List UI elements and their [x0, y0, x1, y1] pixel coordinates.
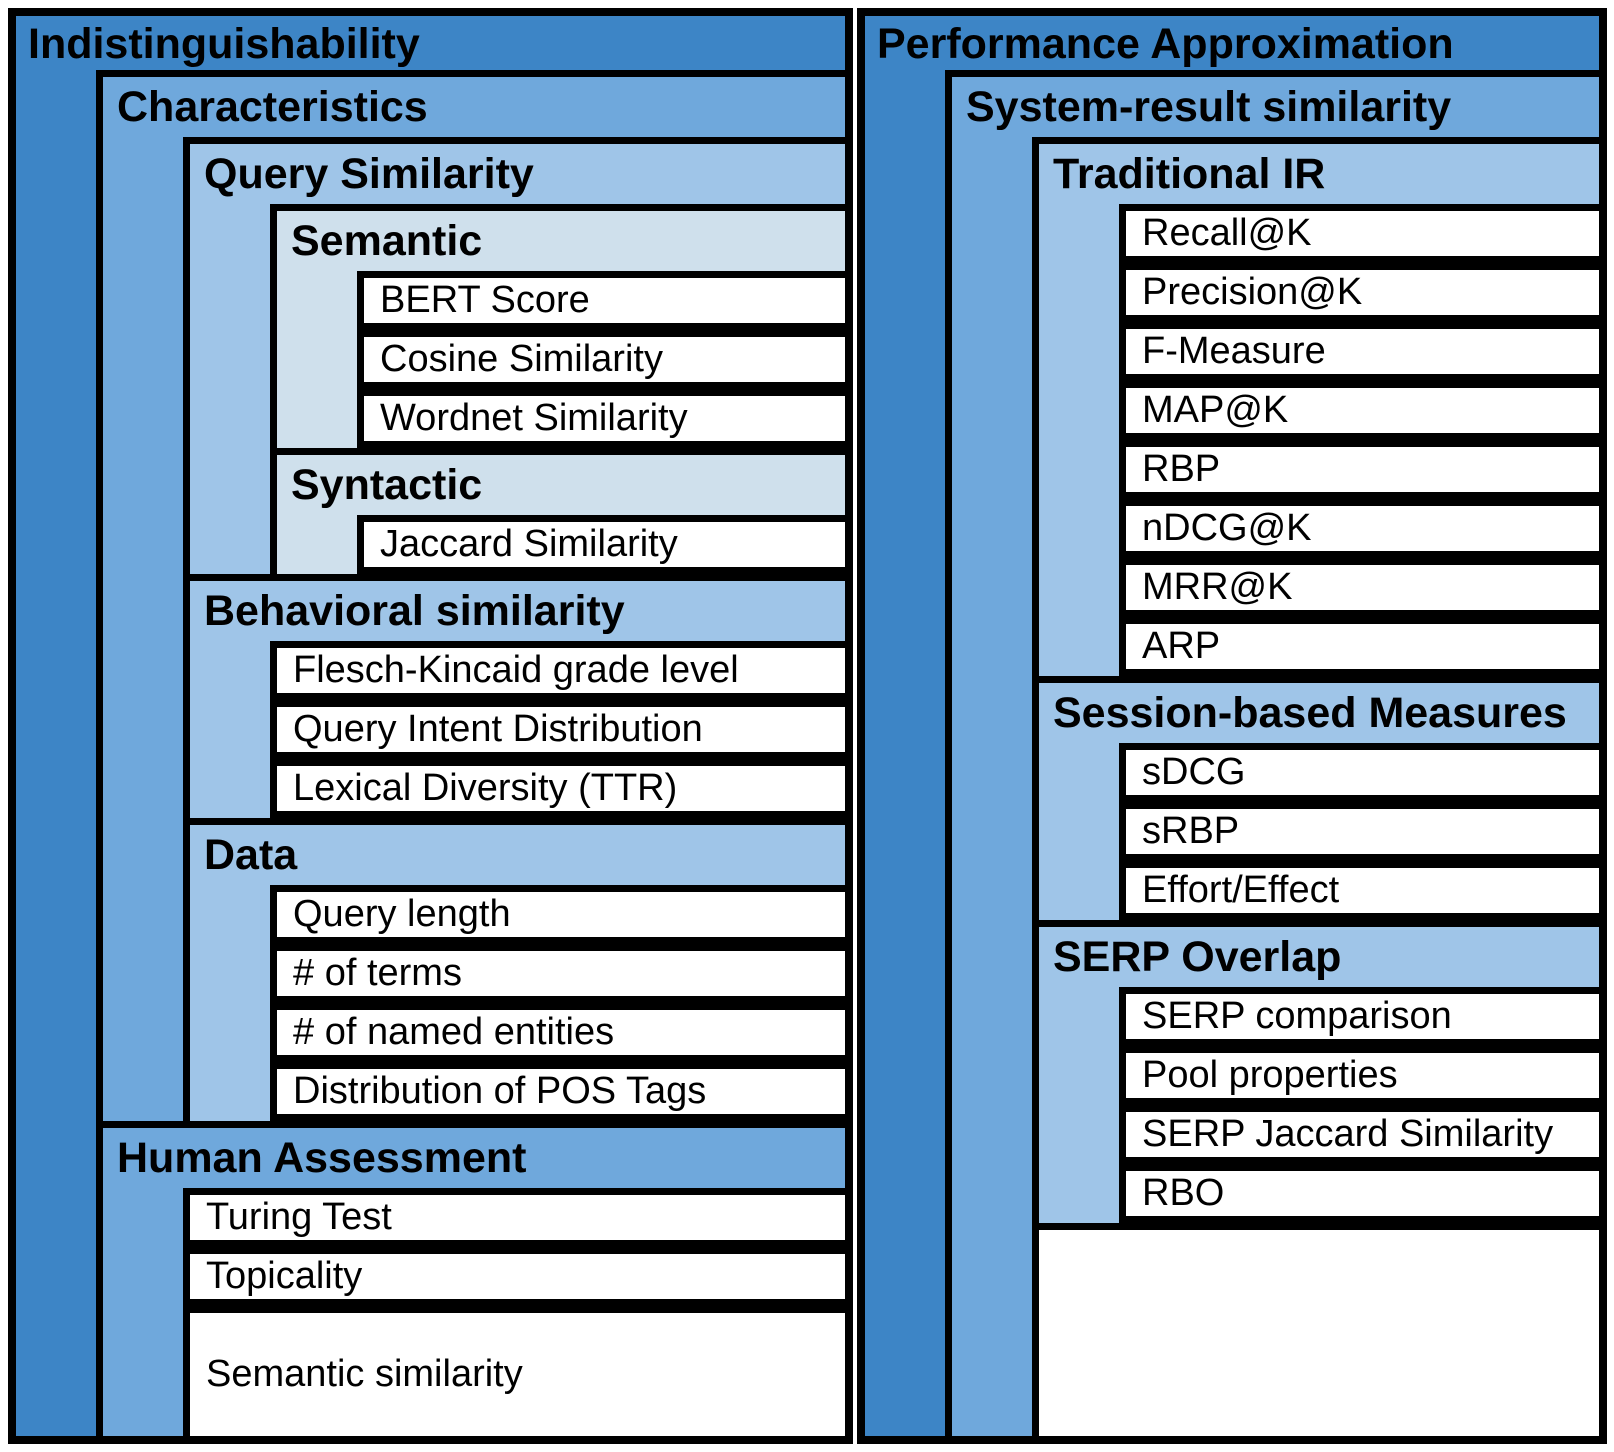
group-title-data: Data [204, 831, 298, 879]
system-result-similarity-group [945, 70, 1599, 1436]
leaf-serp-jaccard-similarity: SERP Jaccard Similarity [1119, 1105, 1599, 1164]
query-similarity-group [183, 137, 845, 574]
group-title-syntactic: Syntactic [291, 461, 483, 509]
data-group [183, 818, 845, 1121]
group-title-human-assessment: Human Assessment [117, 1134, 527, 1182]
leaf-query-length: Query length [270, 885, 845, 944]
syntactic-group [270, 448, 845, 574]
leaf-srbp: sRBP [1119, 802, 1599, 861]
empty-box [1032, 1223, 1599, 1436]
leaf-flesch-kincaid: Flesch-Kincaid grade level [270, 641, 845, 700]
leaf-topicality: Topicality [183, 1247, 845, 1306]
group-title-behavioral-similarity: Behavioral similarity [204, 587, 625, 635]
session-based-measures-group [1032, 676, 1599, 920]
leaf-query-intent-distribution: Query Intent Distribution [270, 700, 845, 759]
leaf-sdcg: sDCG [1119, 743, 1599, 802]
leaf-lexical-diversity: Lexical Diversity (TTR) [270, 759, 845, 818]
leaf-effort-effect: Effort/Effect [1119, 861, 1599, 920]
group-title-characteristics: Characteristics [117, 83, 428, 131]
leaf-arp: ARP [1119, 617, 1599, 676]
leaf-serp-comparison: SERP comparison [1119, 987, 1599, 1046]
semantic-group [270, 204, 845, 448]
leaf-distribution-of-pos-tags: Distribution of POS Tags [270, 1062, 845, 1121]
group-title-semantic: Semantic [291, 217, 483, 265]
group-title-session-based-measures: Session-based Measures [1053, 689, 1567, 737]
leaf-rbo: RBO [1119, 1164, 1599, 1223]
behavioral-similarity-group [183, 574, 845, 818]
leaf-rbp: RBP [1119, 440, 1599, 499]
indistinguishability-panel [8, 8, 853, 1444]
characteristics-group [96, 70, 845, 1121]
group-title-traditional-ir: Traditional IR [1053, 150, 1326, 198]
leaf-pool-properties: Pool properties [1119, 1046, 1599, 1105]
leaf-ndcg-at-k: nDCG@K [1119, 499, 1599, 558]
leaf-f-measure: F-Measure [1119, 322, 1599, 381]
leaf-mrr-at-k: MRR@K [1119, 558, 1599, 617]
group-title-system-result-similarity: System-result similarity [966, 83, 1452, 131]
leaf-number-of-terms: # of terms [270, 944, 845, 1003]
leaf-bert-score: BERT Score [357, 271, 845, 330]
leaf-wordnet-similarity: Wordnet Similarity [357, 389, 845, 448]
leaf-number-of-named-entities: # of named entities [270, 1003, 845, 1062]
performance-approximation-panel [857, 8, 1607, 1444]
leaf-recall-at-k: Recall@K [1119, 204, 1599, 263]
human-assessment-group [96, 1121, 845, 1436]
leaf-semantic-similarity: Semantic similarity [183, 1306, 845, 1436]
panel-title-performance-approximation: Performance Approximation [877, 20, 1454, 68]
panel-title-indistinguishability: Indistinguishability [28, 20, 420, 68]
leaf-cosine-similarity: Cosine Similarity [357, 330, 845, 389]
leaf-jaccard-similarity: Jaccard Similarity [357, 515, 845, 574]
leaf-map-at-k: MAP@K [1119, 381, 1599, 440]
serp-overlap-group [1032, 920, 1599, 1223]
group-title-serp-overlap: SERP Overlap [1053, 933, 1342, 981]
leaf-turing-test: Turing Test [183, 1188, 845, 1247]
traditional-ir-group [1032, 137, 1599, 676]
leaf-precision-at-k: Precision@K [1119, 263, 1599, 322]
group-title-query-similarity: Query Similarity [204, 150, 534, 198]
